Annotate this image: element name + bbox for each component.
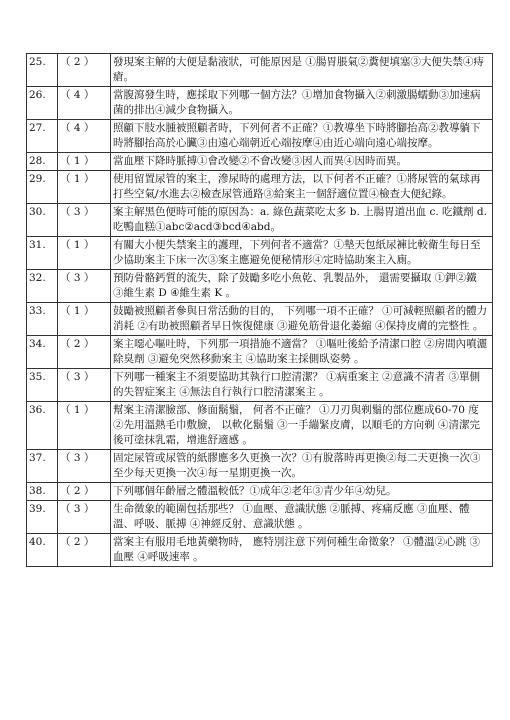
question-row (27, 369, 493, 402)
question-number: 30. (27, 204, 58, 237)
question-row (27, 204, 493, 237)
answer-key: （ 2 ） (58, 534, 111, 567)
question-row (27, 483, 493, 501)
answer-key: （ 4 ） (58, 87, 111, 120)
question-row (27, 87, 493, 120)
question-row (27, 336, 493, 369)
question-row (27, 270, 493, 303)
question-text: 發現案主解的大便是黏液狀，可能原因是 ①腸胃脹氣②糞便填塞③大便失禁④痔瘡。 (111, 54, 493, 87)
question-text: 下列哪個年齡層之體溫較低？①成年②老年③青少年④幼兒。 (111, 483, 493, 501)
question-text: 當血壓下降時脈搏①會改變②不會改變③因人而異④因時而異。 (111, 153, 493, 171)
question-text: 案主解黑色便時可能的原因為：a. 綠色蔬菜吃太多 b. 上腸胃道出血 c. 吃鐵劑 d. 吃鴨血糕①abc②acd③bcd④abd。 (111, 204, 493, 237)
answer-key: （ 3 ） (58, 369, 111, 402)
question-text: 使用留置尿管的案主，滲尿時的處理方法，以下何者不正確？①將尿管的氣球再打些空氣/水進去②檢查尿管通路③給案主一個舒適位置④檢查大便紀錄。 (111, 171, 493, 204)
question-number: 25. (27, 54, 58, 87)
question-row (27, 153, 493, 171)
question-row (27, 303, 493, 336)
question-text: 生命徵象的範圍包括那些？ ①血壓、意識狀態 ②脈搏、疼痛反應 ③血壓、體溫、呼吸、脈搏 ④神經反射、意識狀態 。 (111, 501, 493, 534)
question-number: 28. (27, 153, 58, 171)
question-row (27, 501, 493, 534)
question-number: 33. (27, 303, 58, 336)
answer-key: （ 1 ） (58, 237, 111, 270)
answer-key: （ 3 ） (58, 270, 111, 303)
answer-key: （ 1 ） (58, 402, 111, 450)
answer-key: （ 2 ） (58, 54, 111, 87)
answer-key: （ 4 ） (58, 120, 111, 153)
question-number: 34. (27, 336, 58, 369)
question-table-body (27, 54, 493, 567)
question-row (27, 120, 493, 153)
question-number: 37. (27, 450, 58, 483)
question-text: 案主噁心嘔吐時，下列那一項措施不適當？ ①嘔吐後給予清潔口腔 ②房間內噴灑除臭劑 ③避免突然移動案主 ④協助案主採側臥姿勢 。 (111, 336, 493, 369)
question-text: 有關大小便失禁案主的護理，下列何者不適當？①墊天包紙尿褲比較衛生每日至少協助案主下床一次③案主應避免便秘情形④定時協助案主入廁。 (111, 237, 493, 270)
answer-key: （ 3 ） (58, 501, 111, 534)
question-row (27, 402, 493, 450)
question-text: 當案主有服用毛地黃藥物時， 應特別注意下列何種生命徵象？ ①體溫②心跳 ③血壓 ④呼吸速率 。 (111, 534, 493, 567)
question-number: 38. (27, 483, 58, 501)
question-row (27, 534, 493, 567)
question-text: 預防骨骼鈣質的流失，除了鼓勵多吃小魚乾、乳製品外， 還需要攝取 ①鉀②鐵 ③維生素 D ④維生素 K 。 (111, 270, 493, 303)
question-number: 40. (27, 534, 58, 567)
question-number: 35. (27, 369, 58, 402)
answer-key: （ 1 ） (58, 303, 111, 336)
question-number: 29. (27, 171, 58, 204)
answer-key: （ 3 ） (58, 450, 111, 483)
question-number: 31. (27, 237, 58, 270)
question-text: 鼓勵被照顧者參與日常活動的目的， 下列哪一項不正確？ ①可減輕照顧者的體力消耗 ②有助被照顧者早日恢復健康 ③避免筋骨退化萎縮 ④保持皮膚的完整性 。 (111, 303, 493, 336)
question-number: 26. (27, 87, 58, 120)
question-row (27, 237, 493, 270)
question-text: 固定尿管或尿管的紙膠應多久更換一次？①有脫落時再更換②每二天更換一次③至少每天更換一次④每一星期更換一次。 (111, 450, 493, 483)
question-number: 27. (27, 120, 58, 153)
answer-key: （ 1 ） (58, 171, 111, 204)
question-text: 照顧下肢水腫被照顧者時，下列何者不正確？①教導坐下時將腳抬高②教導躺下時將腳抬高於心臟③由遠心端朝近心端按摩④由近心端向遠心端按摩。 (111, 120, 493, 153)
answer-key: （ 3 ） (58, 204, 111, 237)
question-text: 幫案主清潔臉部、修面鬍鬚， 何者不正確？ ①刀刃與剃鬚的部位應成60-70 度 ②先用溫熱毛巾敷臉， 以軟化鬍鬚 ③一手繃緊皮膚，以順毛的方向剃 ④清潔完後可塗抹乳霜，增進舒適感 。 (111, 402, 493, 450)
question-number: 39. (27, 501, 58, 534)
question-text: 當腹瀉發生時，應採取下列哪一個方法？①增加食物攝入②刺激腸蠕動③加速病菌的排出④減少食物攝入。 (111, 87, 493, 120)
question-row (27, 450, 493, 483)
question-row (27, 54, 493, 87)
question-table (26, 53, 493, 567)
question-text: 下列哪一種案主不須要協助其執行口腔清潔？ ①病重案主 ②意識不清者 ③單側的失智症案主 ④無法自行執行口腔清潔案主 。 (111, 369, 493, 402)
answer-key: （ 2 ） (58, 336, 111, 369)
answer-key: （ 1 ） (58, 153, 111, 171)
question-number: 32. (27, 270, 58, 303)
question-number: 36. (27, 402, 58, 450)
answer-key: （ 2 ） (58, 483, 111, 501)
question-row (27, 171, 493, 204)
